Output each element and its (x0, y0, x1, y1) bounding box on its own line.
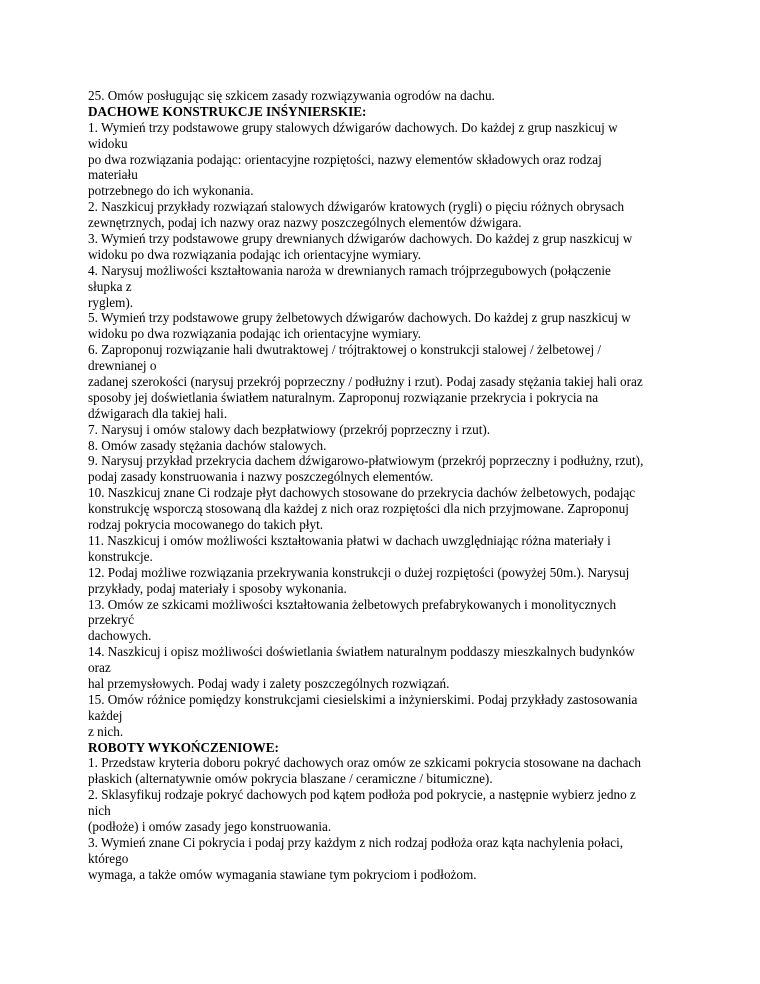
text-line: wymaga, a także omów wymagania stawiane tym pokryciom i podłożom. (88, 866, 477, 882)
text-line: przykłady, podaj materiały i sposoby wykonania. (88, 580, 347, 596)
text-line: 10. Naszkicuj znane Ci rodzaje płyt dachowych stosowane do przekrycia dachów żelbetowych, podając (88, 485, 636, 501)
text-line: 11. Naszkicuj i omów możliwości kształtowania płatwi w dachach uwzględniając różna materiały i (88, 532, 611, 548)
text-line: 1. Wymień trzy podstawowe grupy stalowych dźwigarów dachowych. Do każdej z grup naszkicuj w (88, 119, 618, 135)
text-line: 8. Omów zasady stężania dachów stalowych. (88, 437, 327, 453)
text-line: 5. Wymień trzy podstawowe grupy żelbetowych dźwigarów dachowych. Do każdej z grup naszkicuj w (88, 310, 631, 326)
text-line: 9. Narysuj przykład przekrycia dachem dźwigarowo-płatwiowym (przekrój poprzeczny i podłużny, rzut), (88, 453, 644, 469)
text-line: 2. Naszkicuj przykłady rozwiązań stalowych dźwigarów kratowych (rygli) o pięciu różnych obrysach (88, 199, 625, 215)
text-line: oraz (88, 660, 111, 676)
text-line: konstrukcję wsporczą stosowaną dla każdej z nich oraz rozpiętości dla nich przyjmowane. Zaproponuj (88, 501, 629, 517)
text-line: 3. Wymień znane Ci pokrycia i podaj przy każdym z nich rodzaj podłoża oraz kąta nachylenia połaci, (88, 834, 624, 850)
text-line: podaj zasady konstruowania i nazwy poszczególnych elementów. (88, 469, 434, 485)
text-line: 4. Narysuj możliwości kształtowania naroża w drewnianych ramach trójprzegubowych (połączenie (88, 262, 611, 278)
text-line: (podłoże) i omów zasady jego konstruowania. (88, 818, 332, 834)
text-line: 1. Przedstaw kryteria doboru pokryć dachowych oraz omów ze szkicami pokrycia stosowane na dachach (88, 755, 641, 771)
text-line: konstrukcje. (88, 548, 153, 564)
text-line: 7. Narysuj i omów stalowy dach bezpłatwiowy (przekrój poprzeczny i rzut). (88, 421, 491, 437)
text-line: materiału (88, 167, 138, 183)
text-line: 12. Podaj możliwe rozwiązania przekrywania konstrukcji o dużej rozpiętości (powyżej 50m.). Narysuj (88, 564, 630, 580)
section-heading: DACHOWE KONSTRUKCJE INŚYNIERSKIE: (88, 103, 367, 119)
text-line: 3. Wymień trzy podstawowe grupy drewnianych dźwigarów dachowych. Do każdej z grup naszkicuj w (88, 231, 633, 247)
text-line: z nich. (88, 723, 124, 739)
text-line: 25. Omów posługując się szkicem zasady rozwiązywania ogrodów na dachu. (88, 88, 495, 103)
text-line: widoku po dwa rozwiązania podając ich orientacyjne wymiary. (88, 246, 422, 262)
text-line: po dwa rozwiązania podając: orientacyjne rozpiętości, nazwy elementów składowych oraz rodzaj (88, 151, 602, 167)
text-line: 6. Zaproponuj rozwiązanie hali dwutraktowej / trójtraktowej o konstrukcji stalowej / żelbetowej / (88, 342, 602, 358)
text-line: ryglem). (88, 294, 134, 310)
text-line: rodzaj pokrycia mocowanego do takich płyt. (88, 517, 324, 533)
text-line: zewnętrznych, podaj ich nazwy oraz nazwy poszczególnych elementów dźwigara. (88, 215, 522, 231)
text-line: 15. Omów różnice pomiędzy konstrukcjami ciesielskimi a inżynierskimi. Podaj przykłady zastosowania (88, 691, 638, 707)
document-page (88, 88, 688, 883)
text-line: dźwigarach dla takiej hali. (88, 405, 228, 421)
text-line: drewnianej o (88, 358, 157, 374)
text-line: słupka z (88, 278, 132, 294)
text-line: hal przemysłowych. Podaj wady i zalety poszczególnych rozwiązań. (88, 675, 450, 691)
section-heading: ROBOTY WYKOŃCZENIOWE: (88, 739, 279, 755)
text-line: dachowych. (88, 628, 152, 644)
text-line: zadanej szerokości (narysuj przekrój poprzeczny / podłużny i rzut). Podaj zasady stężania takiej hali oraz (88, 374, 643, 390)
text-line: nich (88, 803, 111, 819)
text-line: 13. Omów ze szkicami możliwości kształtowania żelbetowych prefabrykowanych i monolitycznych (88, 596, 617, 612)
text-line: potrzebnego do ich wykonania. (88, 183, 254, 199)
text-line: przekryć (88, 612, 135, 628)
text-line: płaskich (alternatywnie omów pokrycia blaszane / ceramiczne / bitumiczne). (88, 771, 493, 787)
text-line: 14. Naszkicuj i opisz możliwości doświetlania światłem naturalnym poddaszy mieszkalnych budynków (88, 644, 635, 660)
text-line: sposoby jej doświetlania światłem naturalnym. Zaproponuj rozwiązanie przekrycia i pokrycia na (88, 389, 599, 405)
text-line: 2. Sklasyfikuj rodzaje pokryć dachowych pod kątem podłoża pod pokrycie, a następnie wybierz jedno z (88, 787, 636, 803)
text-line: widoku (88, 135, 128, 151)
text-line: każdej (88, 707, 123, 723)
text-line: którego (88, 850, 129, 866)
text-line: widoku po dwa rozwiązania podając ich orientacyjne wymiary. (88, 326, 422, 342)
